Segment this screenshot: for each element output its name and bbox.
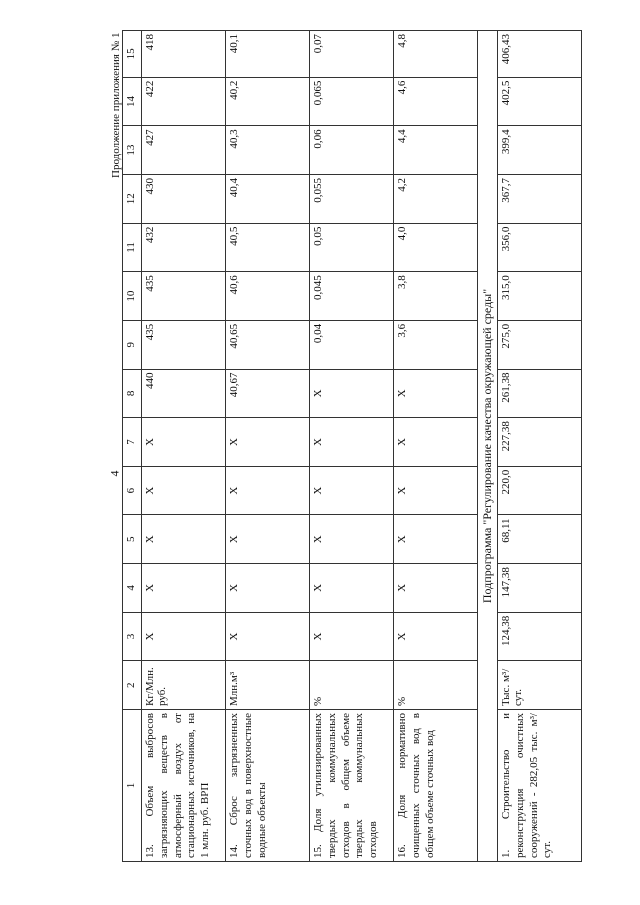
value-cell: 4,0 (394, 223, 478, 272)
value-cell: 40,4 (226, 174, 310, 223)
column-header: 13 (123, 126, 142, 175)
indicator-name: 1. Строительство и реконструкция очистных сооружений - 282,05 тыс. м³/сут. (498, 710, 582, 862)
value-cell: Х (310, 418, 394, 467)
value-cell: Х (394, 564, 478, 613)
continuation-label: Продолжение приложения № 1 (110, 32, 122, 178)
indicator-name: 16. Доля нормативно очищенных сточных вод в общем объеме сточных вод (394, 710, 478, 862)
value-cell: 275,0 (498, 320, 582, 369)
value-cell: 4,4 (394, 126, 478, 175)
value-cell: Х (310, 612, 394, 661)
value-cell: 0,06 (310, 126, 394, 175)
value-cell: Х (226, 612, 310, 661)
unit-cell: Тыс. м³/сут. (498, 661, 582, 710)
column-header: 14 (123, 77, 142, 126)
subprogram-row (478, 31, 498, 862)
column-header: 6 (123, 466, 142, 515)
value-cell: 4,8 (394, 31, 478, 78)
column-header: 7 (123, 418, 142, 467)
value-cell: 422 (142, 77, 226, 126)
column-header: 5 (123, 515, 142, 564)
value-cell: 124,38 (498, 612, 582, 661)
indicator-name: 13. Объем выбросов загрязняющих веществ в атмосферный воздух от стационарных источников, на 1 млн. руб. ВРП (142, 710, 226, 862)
value-cell: 4,2 (394, 174, 478, 223)
column-header: 9 (123, 320, 142, 369)
value-cell: Х (142, 564, 226, 613)
unit-cell: % (394, 661, 478, 710)
value-cell: 261,38 (498, 369, 582, 418)
indicator-name: 14. Сброс загрязненных сточных вод в поверхностные водные объекты (226, 710, 310, 862)
value-cell: Х (226, 466, 310, 515)
value-cell: 68,11 (498, 515, 582, 564)
value-cell: 0,045 (310, 272, 394, 321)
value-cell: Х (142, 515, 226, 564)
page-number: 4 (107, 470, 122, 477)
table-row (498, 31, 582, 862)
indicator-name: 15. Доля утилизированных твердых коммунальных отходов в общем объеме твердых коммунальных отходов (310, 710, 394, 862)
unit-cell: Кг/Млн. руб. (142, 661, 226, 710)
value-cell: Х (394, 466, 478, 515)
header-row (123, 31, 142, 862)
value-cell: Х (310, 369, 394, 418)
value-cell: 440 (142, 369, 226, 418)
column-header: 1 (123, 710, 142, 862)
table-row (142, 31, 226, 862)
value-cell: 40,65 (226, 320, 310, 369)
unit-cell: Млн.м³ (226, 661, 310, 710)
value-cell: 399,4 (498, 126, 582, 175)
value-cell: 0,04 (310, 320, 394, 369)
value-cell: Х (142, 418, 226, 467)
value-cell: Х (226, 515, 310, 564)
value-cell: 40,5 (226, 223, 310, 272)
value-cell: 435 (142, 320, 226, 369)
table-row (226, 31, 310, 862)
value-cell: 0,05 (310, 223, 394, 272)
value-cell: Х (142, 612, 226, 661)
column-header: 12 (123, 174, 142, 223)
value-cell: Х (142, 466, 226, 515)
value-cell: 227,38 (498, 418, 582, 467)
value-cell: 0,07 (310, 31, 394, 78)
value-cell: 40,6 (226, 272, 310, 321)
value-cell: 40,2 (226, 77, 310, 126)
value-cell: 432 (142, 223, 226, 272)
value-cell: Х (226, 418, 310, 467)
value-cell: Х (394, 515, 478, 564)
value-cell: 418 (142, 31, 226, 78)
value-cell: 367,7 (498, 174, 582, 223)
value-cell: 402,5 (498, 77, 582, 126)
column-header: 10 (123, 272, 142, 321)
value-cell: Х (310, 515, 394, 564)
column-header: 3 (123, 612, 142, 661)
table-row (310, 31, 394, 862)
value-cell: 406,43 (498, 31, 582, 78)
column-header: 8 (123, 369, 142, 418)
value-cell: 0,055 (310, 174, 394, 223)
value-cell: 220,0 (498, 466, 582, 515)
indicators-table (122, 30, 582, 862)
value-cell: 3,6 (394, 320, 478, 369)
value-cell: Х (394, 612, 478, 661)
value-cell: 3,8 (394, 272, 478, 321)
value-cell: 4,6 (394, 77, 478, 126)
value-cell: 40,67 (226, 369, 310, 418)
value-cell: Х (310, 466, 394, 515)
column-header: 15 (123, 31, 142, 78)
value-cell: Х (226, 564, 310, 613)
value-cell: 0,065 (310, 77, 394, 126)
rotated-table-container (122, 30, 602, 862)
value-cell: 435 (142, 272, 226, 321)
value-cell: Х (310, 564, 394, 613)
column-header: 2 (123, 661, 142, 710)
value-cell: 356,0 (498, 223, 582, 272)
table-row (394, 31, 478, 862)
value-cell: 147,38 (498, 564, 582, 613)
value-cell: 430 (142, 174, 226, 223)
column-header: 11 (123, 223, 142, 272)
column-header: 4 (123, 564, 142, 613)
value-cell: 427 (142, 126, 226, 175)
value-cell: Х (394, 369, 478, 418)
value-cell: 40,1 (226, 31, 310, 78)
value-cell: 40,3 (226, 126, 310, 175)
subprogram-title: Подпрограмма "Регулирование качества окружающей среды" (478, 31, 498, 862)
unit-cell: % (310, 661, 394, 710)
value-cell: 315,0 (498, 272, 582, 321)
value-cell: Х (394, 418, 478, 467)
